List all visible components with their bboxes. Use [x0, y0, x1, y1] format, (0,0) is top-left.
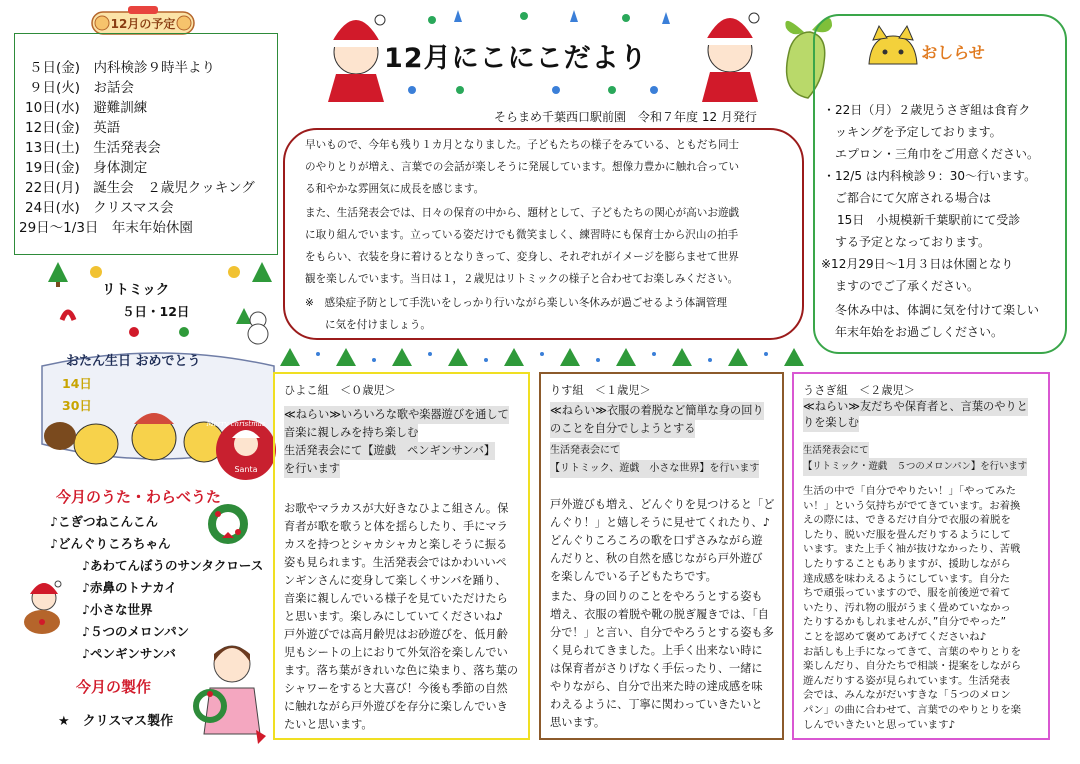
notice-line: ※12月29日～1月３日は休園となり: [821, 257, 1014, 271]
notice-line: ますのでご了承ください。: [835, 279, 980, 293]
notice-line: 15日 小規模新千葉駅前にて受診: [837, 213, 1021, 227]
schedule-row: 19日(金) 身体測定: [25, 160, 148, 176]
class-body-line: いたり、汚れ物の服がうまく畳めていなかっ: [803, 601, 1011, 614]
notice-line: エプロン・三角巾をご用意ください。: [835, 147, 1040, 161]
intro-line: 観を楽しんでいます。当日は１，２歳児はリトミックの様子と合わせてお楽しみください。: [305, 273, 739, 285]
class-body-line: は保育者がさりげなく手伝ったり、一緒に: [550, 662, 763, 675]
class-body-line: ちで頑張っていますので、服を前後逆で着て: [803, 587, 1011, 600]
craft-heading: 今月の製作: [76, 678, 152, 696]
class-body-line: 楽しんだり、自分たちで相談・提案をしながら: [803, 660, 1022, 673]
class-body-line: んだりと、秋の自然を感じながら戸外遊び: [550, 552, 763, 565]
craft-item: ★ クリスマス製作: [58, 714, 174, 729]
class-body-line: 育者が歌を歌うと体を揺らしたり、手にマラ: [284, 520, 508, 533]
class-header: りす組 ＜１歳児＞: [550, 384, 651, 397]
christmas-badge-text: Merry christmas: [206, 420, 266, 428]
rhythm-title: リトミック: [102, 282, 170, 298]
class-body-line: 戸外遊びも増え、どんぐりを見つけると「ど: [550, 498, 775, 511]
santa-badge-text: Santa: [234, 465, 258, 474]
class-body-line: 増え、衣服の着脱や靴の脱ぎ履きでは、「自: [550, 608, 769, 621]
notice-line: ・22日（月）２歳児うさぎ組は食育ク: [823, 103, 1031, 117]
class-aim-line: 音楽に親しみを持ち楽しむ: [284, 424, 418, 442]
class-body-line: に触れながら戸外遊びを存分に楽しんでいき: [284, 700, 508, 713]
song-item: ♪赤鼻のトナカイ: [82, 580, 177, 595]
class-aim-line: 【リトミック・遊戯 ５つのメロンパン】を行います: [803, 458, 1027, 476]
class-body-line: んぐり！」と嬉しそうに見せてくれたり、♪: [550, 516, 770, 529]
birthday-day1: 14日: [62, 376, 92, 391]
class-body-line: カスを持つとシャカシャカと楽しそうに振る: [284, 538, 508, 551]
class-body-line: 達成感を味わえるようにしています。自分た: [803, 572, 1010, 585]
class-header: ひよこ組 ＜０歳児＞: [284, 384, 396, 397]
song-item: ♪５つのメロンパン: [82, 624, 190, 639]
schedule-title-text: 12月の予定: [110, 17, 176, 31]
risu-class-box: [539, 372, 784, 740]
notice-line: する予定となっております。: [835, 235, 991, 249]
intro-line: 早いもので、今年も残り１カ月となりました。子どもたちの様子をみている、ともだち同士: [305, 139, 740, 151]
intro-line: をもらい、衣装を身に着けるとなりきって、変身し、それぞれがイメージを膨らませて世界: [305, 251, 739, 263]
song-item: ♪ペンギンサンバ: [82, 646, 176, 661]
notice-label: おしらせ: [921, 43, 985, 62]
schedule-row: ９日(火) お話会: [29, 80, 135, 96]
class-aim-line: 生活発表会にて: [803, 442, 869, 460]
class-body-line: います。また上手く袖が抜けなかったり、苦戦: [803, 543, 1021, 556]
class-body-line: ます。落ち葉がきれいな色に染まり、落ち葉の: [284, 664, 519, 677]
class-body-line: 姿も見られます。生活発表会ではかわいいペ: [284, 556, 507, 569]
class-body-line: お歌やマラカスが大好きなひよこ組さん。保: [284, 502, 509, 515]
class-aim-line: を行います: [284, 460, 340, 478]
class-body-line: たいと思います。: [284, 718, 373, 731]
hiyoko-class-box: [273, 372, 530, 740]
class-body-line: ンギンさんに変身して楽しくサンバを踊り、: [284, 574, 507, 587]
class-aim-line: 生活発表会にて: [550, 442, 620, 460]
song-item: ♪どんぐりころちゃん: [50, 536, 171, 551]
usagi-class-box: [792, 372, 1050, 740]
class-aim-line: ≪ねらい≫いろいろな歌や楽器遊びを通して: [284, 406, 509, 424]
class-body-line: 思います。: [550, 716, 606, 729]
song-item: ♪小さな世界: [82, 602, 153, 617]
class-aim-line: 【リトミック、遊戯 小さな世界】を行います: [550, 460, 759, 478]
newsletter-title: 12月にこにこだより: [384, 43, 648, 74]
birthday-title: おたん生日 おめでとう: [66, 354, 201, 369]
girl-with-wreath-icon: [188, 640, 272, 750]
schedule-row: 29日～1/3日 年末年始休園: [19, 220, 193, 236]
schedule-row: 13日(土) 生活発表会: [25, 140, 161, 156]
class-header: うさぎ組 ＜２歳児＞: [803, 384, 915, 397]
class-body-line: を楽しんでいる子どもたちです。: [550, 570, 717, 583]
class-body-line: と思います。楽しみにしていてくださいね♪: [284, 610, 503, 623]
class-aim-line: のことを自分でしようとする: [550, 420, 695, 438]
newsletter-subtitle: そらまめ千葉西口駅前園 令和７年度 12 月発行: [494, 110, 757, 124]
song-item: ♪あわてんぼうのサンタクロース: [82, 558, 264, 573]
intro-line: に気を付けましょう。: [325, 319, 431, 331]
birthday-day2: 30日: [62, 398, 92, 413]
notice-box: [813, 14, 1067, 354]
notice-line: ・12/5 は内科検診９：30～行います。: [823, 169, 1037, 183]
tree-divider-icon: [278, 346, 808, 370]
notice-line: 年末年始をお過ごしください。: [835, 325, 1004, 339]
schedule-row: ５日(金) 内科検診９時半より: [29, 60, 216, 76]
class-body-line: したりすることもありますが、援助しながら: [803, 558, 1011, 570]
intro-line: また、生活発表会では、日々の保育の中から、題材として、子どもたちの関心が高いお遊戯: [305, 207, 740, 219]
class-aim-line: 生活発表会にて【遊戯 ペンギンサンバ】: [284, 442, 495, 460]
class-body-line: しんでいきたいと思っています♪: [803, 718, 956, 731]
notice-line: 冬休み中は、体調に気を付けて楽しい: [835, 303, 1040, 317]
intro-line: のやりとりが増え、言葉での会話が楽しそうに発展しています。想像力豊かに触れ合ってい: [305, 161, 740, 173]
class-body-line: わえるように、丁寧に関わっていきたいと: [550, 698, 763, 711]
class-body-line: 遊んだりする姿が見られています。生活発表: [803, 674, 1010, 687]
schedule-row: 10日(水) 避難訓練: [25, 100, 148, 116]
class-body-line: どんぐりころころの歌を口ずさみながら遊: [550, 534, 763, 547]
class-aim-line: ≪ねらい≫衣服の着脱など簡単な身の回り: [550, 402, 764, 420]
birthday-panel: [36, 346, 280, 482]
intro-message-box: [283, 128, 804, 340]
class-body-line: また、身の回りのことをやろうとする姿も: [550, 590, 763, 603]
rhythm-panel: [44, 260, 274, 346]
notice-line: ッキングを予定しております。: [835, 125, 1002, 139]
class-body-line: 生活の中で「自分でやりたい！」「やってみた: [803, 485, 1017, 497]
class-body-line: 音楽に親しんでいる様子を見ていただけたら: [284, 592, 508, 605]
song-item: ♪こぎつねこんこん: [50, 514, 158, 529]
class-body-line: 会では、みんながだいすきな「５つのメロン: [803, 689, 1011, 702]
class-body-line: 分で！」と言い、自分でやろうとする姿も多: [550, 626, 774, 639]
cat-label-icon: [861, 24, 991, 74]
class-body-line: 児もシートの上におりて外気浴を楽しんでい: [284, 646, 508, 659]
santa-reindeer-icon: [14, 576, 70, 636]
intro-line: に取り組んでいます。立っている姿だけでも微笑ましく、練習時にも保育士から沢山の拍手: [305, 229, 739, 241]
class-body-line: シャワーをすると大喜び！今後も季節の自然: [284, 682, 508, 695]
wreath-icon: [204, 502, 252, 546]
class-body-line: たりするかもしれませんが、”自分でやった”: [803, 616, 1006, 629]
schedule-row: 12日(金) 英語: [25, 120, 121, 136]
schedule-row: 24日(水) クリスマス会: [25, 200, 174, 216]
class-body-line: やりながら、自分で出来た時の達成感を味: [550, 680, 763, 693]
class-aim-line: ≪ねらい≫友だちや保育者と、言葉のやりと: [803, 398, 1028, 416]
intro-line: ※ 感染症予防として手洗いをしっかり行いながら楽しい冬休みが過ごせるよう体調管理: [305, 297, 728, 309]
class-body-line: く見られてきました。上手く出来ない時に: [550, 644, 763, 657]
class-body-line: 戸外遊びでは高月齢児はお砂遊びを、低月齢: [284, 628, 508, 641]
class-body-line: したり、脱いだ服を畳んだりするようにして: [803, 528, 1011, 541]
class-body-line: ことを認めて褒めてあげてくださいね♪: [803, 631, 987, 643]
class-body-line: えの際には、できるだけ自分で衣服の着脱を: [803, 514, 1011, 527]
schedule-row: 22日(月) 誕生会 ２歳児クッキング: [25, 180, 255, 196]
notice-line: ご都合にて欠席される場合は: [835, 191, 992, 205]
class-aim-line: りを楽しむ: [803, 414, 859, 432]
songs-heading: 今月のうた・わらべうた: [56, 488, 222, 506]
class-body-line: パン」の曲に合わせて、言葉でのやりとりを楽: [803, 704, 1021, 716]
class-body-line: い！」という気持ちがでてきています。お着換: [803, 499, 1021, 512]
intro-line: る和やかな雰囲気に成長を感じます。: [305, 183, 485, 195]
class-body-line: お話しも上手になってきて、言葉のやりとりを: [803, 645, 1021, 658]
schedule-box: [14, 33, 278, 255]
rhythm-dates: ５日・12日: [122, 304, 190, 319]
